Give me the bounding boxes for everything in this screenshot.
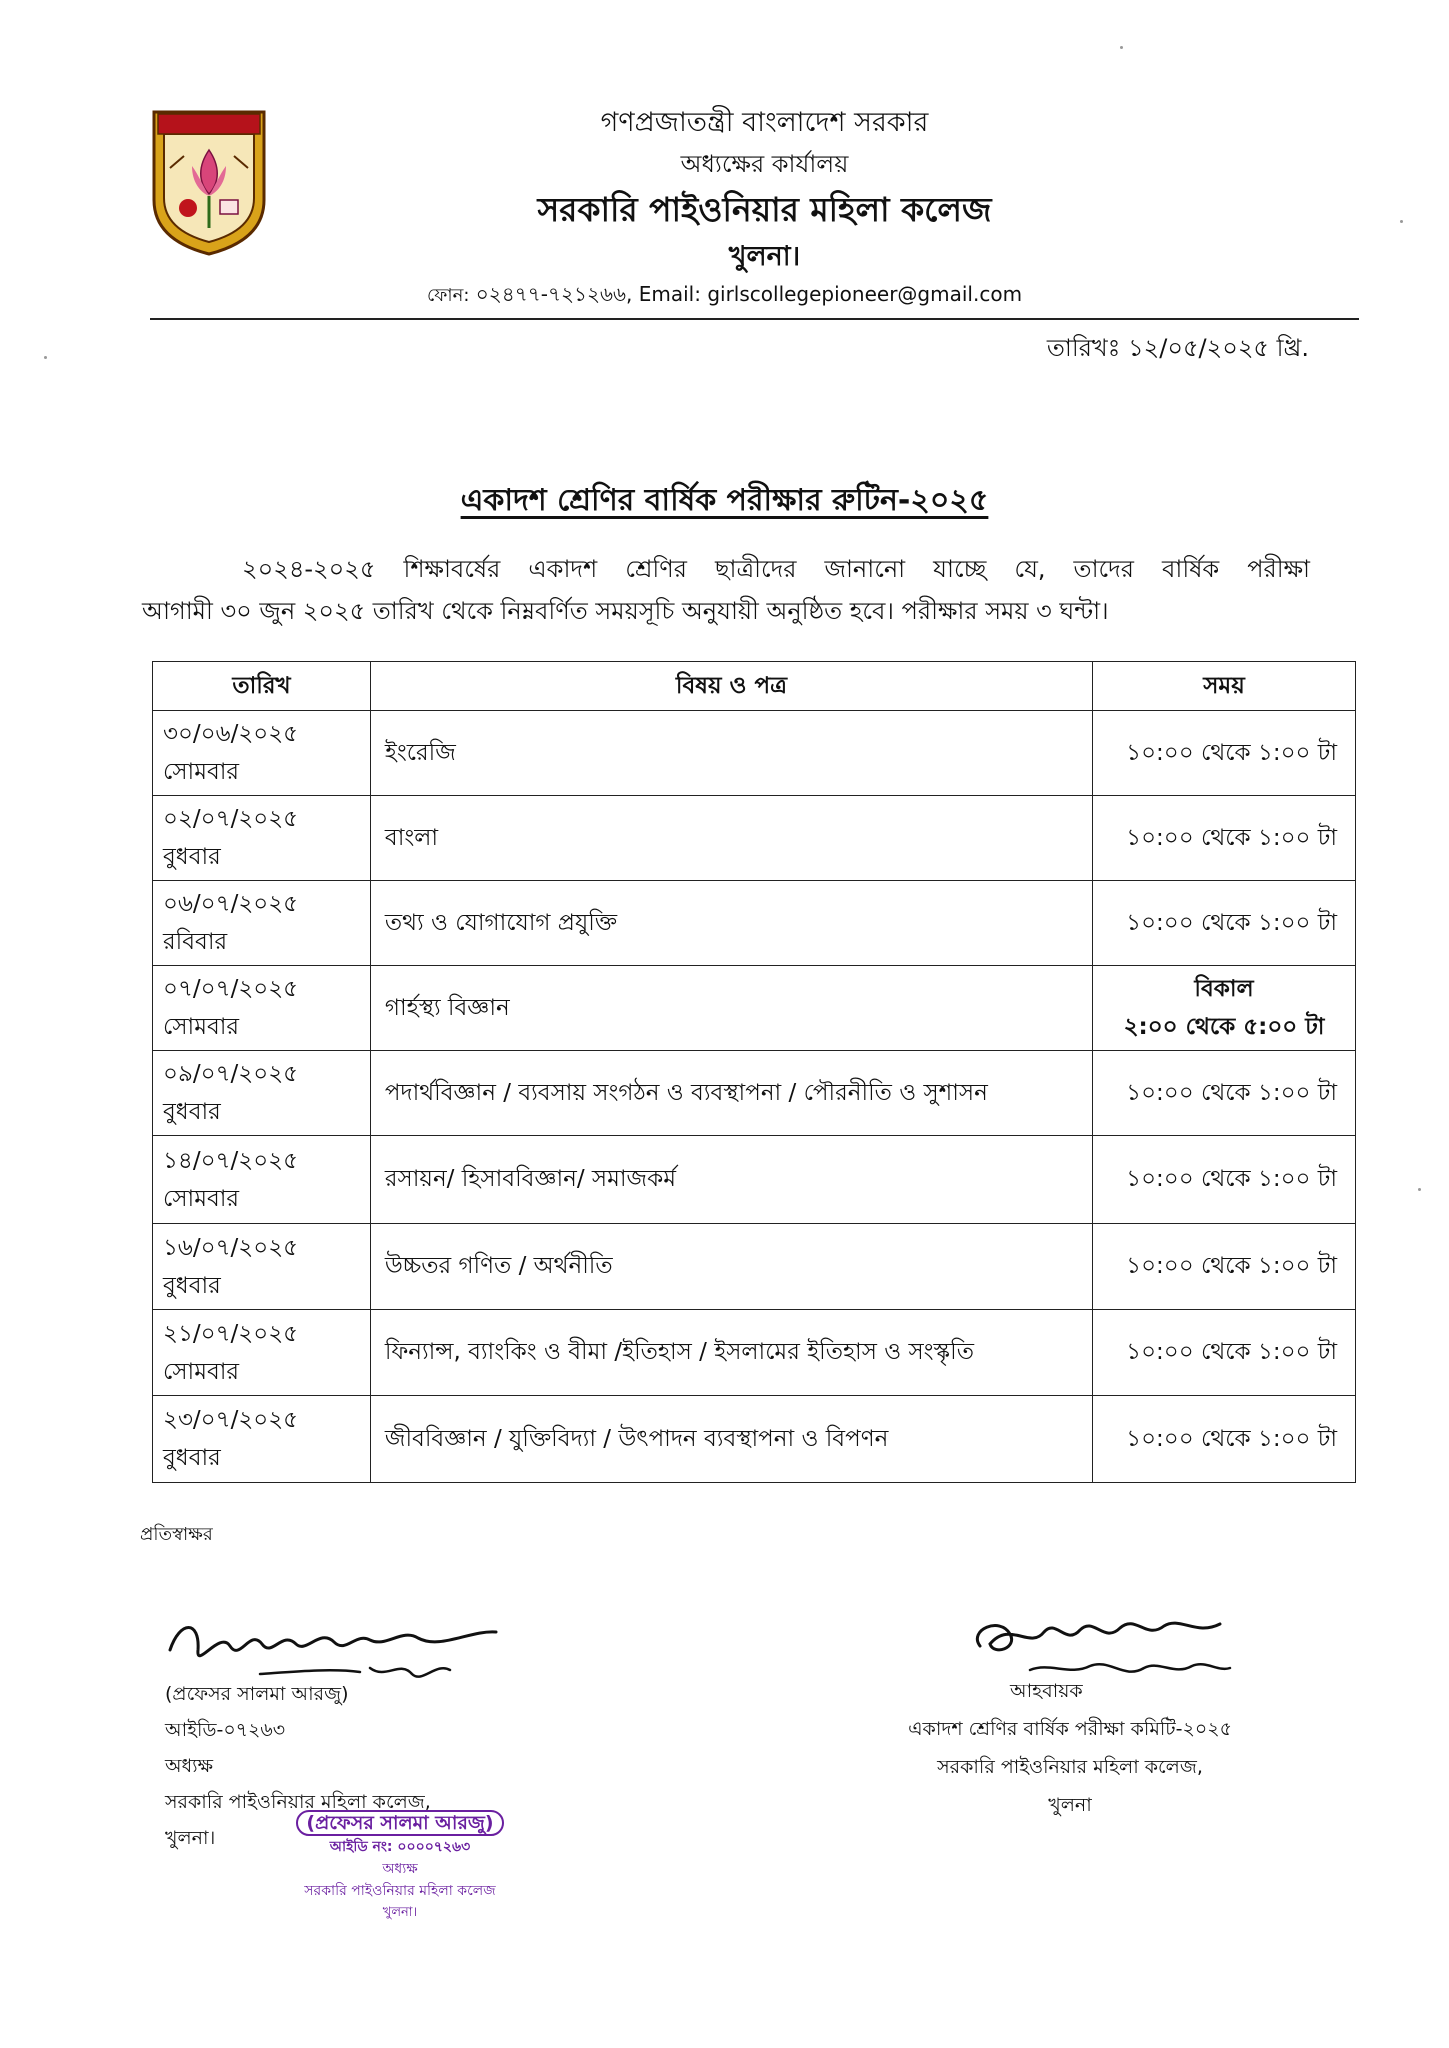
table-row xyxy=(153,966,1356,1051)
convener-college: সরকারি পাইওনিয়ার মহিলা কলেজ, xyxy=(937,1756,1203,1778)
exam-date: ১৪/০৭/২০২৫ xyxy=(163,1147,299,1174)
exam-date: ০৯/০৭/২০২৫ xyxy=(163,1061,299,1087)
issue-date xyxy=(1047,330,1309,370)
table-row xyxy=(153,1051,1356,1136)
time-cell: ১০:০০ থেকে ১:০০ টা xyxy=(1093,711,1356,796)
scan-speck xyxy=(1400,220,1403,223)
time-cell: ১০:০০ থেকে ১:০০ টা xyxy=(1093,1051,1356,1136)
intro-paragraph xyxy=(142,548,1310,632)
time-cell: ১০:০০ থেকে ১:০০ টা xyxy=(1093,1224,1356,1310)
college-city: খুলনা। xyxy=(728,241,801,272)
phone-number: ০২৪৭৭-৭২১২৬৬ xyxy=(475,282,627,306)
exam-day: সোমবার xyxy=(163,759,240,785)
time-cell: ১০:০০ থেকে ১:০০ টা xyxy=(1093,1396,1356,1483)
stamp-id: আইডি নং: ০০০০৭২৬৩ xyxy=(329,1839,471,1855)
time-cell: ১০:০০ থেকে ১:০০ টা xyxy=(1093,881,1356,966)
subject-cell: বাংলা xyxy=(370,796,1092,881)
principal-city: খুলনা। xyxy=(165,1827,216,1849)
time-session-label: বিকাল xyxy=(1194,976,1254,1002)
principal-stamp xyxy=(250,1810,550,1924)
college-name: সরকারি পাইওনিয়ার মহিলা কলেজ xyxy=(537,190,992,229)
stamp-city: খুলনা। xyxy=(382,1905,418,1920)
principal-designation: অধ্যক্ষ xyxy=(165,1755,214,1777)
principal-id: আইডি-০৭২৬৩ xyxy=(165,1719,286,1741)
exam-day: সোমবার xyxy=(163,1014,240,1040)
exam-day: সোমবার xyxy=(163,1358,240,1385)
subject-cell: উচ্চতর গণিত / অর্থনীতি xyxy=(370,1224,1092,1310)
header-date: তারিখ xyxy=(153,662,371,711)
time-cell: ১০:০০ থেকে ১:০০ টা xyxy=(1093,1136,1356,1224)
intro-line-1: ২০২৪-২০২৫ শিক্ষাবর্ষের একাদশ শ্রেণির ছাত্রীদের জানানো যাচ্ছে যে, তাদের বার্ষিক পরীক্ষা xyxy=(242,555,1310,583)
email-address: girlscollegepioneer@gmail.com xyxy=(707,282,1023,306)
office-line: অধ্যক্ষের কার্যালয় xyxy=(680,150,849,178)
header-time: সময় xyxy=(1093,662,1356,711)
date-cell xyxy=(153,711,371,796)
scan-speck xyxy=(44,356,47,359)
phone-label: ফোন: xyxy=(426,285,470,306)
date-cell xyxy=(153,796,371,881)
date-cell xyxy=(153,1224,371,1310)
principal-college: সরকারি পাইওনিয়ার মহিলা কলেজ, xyxy=(165,1791,431,1813)
contact-line xyxy=(0,280,1449,313)
convener-city: খুলনা xyxy=(1048,1794,1092,1816)
date-cell xyxy=(153,1051,371,1136)
exam-day: বুধবার xyxy=(163,844,221,870)
convener-role: আহবায়ক xyxy=(1010,1680,1083,1702)
table-header-row xyxy=(153,662,1356,711)
table-row xyxy=(153,881,1356,966)
date-cell xyxy=(153,966,371,1051)
exam-day: রবিবার xyxy=(163,929,228,955)
time-range: ২:০০ থেকে ৫:০০ টা xyxy=(1123,1014,1325,1040)
exam-day: সোমবার xyxy=(163,1185,240,1212)
subject-cell: গার্হস্থ্য বিজ্ঞান xyxy=(370,966,1092,1051)
exam-date: ০৬/০৭/২০২৫ xyxy=(163,891,299,917)
table-row xyxy=(153,1396,1356,1483)
document-title xyxy=(0,476,1449,527)
exam-date: ০৭/০৭/২০২৫ xyxy=(163,976,299,1002)
subject-cell: তথ্য ও যোগাযোগ প্রযুক্তি xyxy=(370,881,1092,966)
date-cell xyxy=(153,1310,371,1396)
date-value: ১২/০৫/২০২৫ খ্রি. xyxy=(1128,334,1309,362)
date-cell xyxy=(153,1136,371,1224)
time-cell xyxy=(1093,966,1356,1051)
date-cell xyxy=(153,881,371,966)
document-title-text: একাদশ শ্রেণির বার্ষিক পরীক্ষার রুটিন-২০২৫ xyxy=(460,483,989,518)
email-label: , Email: xyxy=(626,282,701,306)
subject-cell: পদার্থবিজ্ঞান / ব্যবসায় সংগঠন ও ব্যবস্থাপনা / পৌরনীতি ও সুশাসন xyxy=(370,1051,1092,1136)
table-row xyxy=(153,711,1356,796)
exam-day: বুধবার xyxy=(163,1099,221,1125)
subject-cell: জীববিজ্ঞান / যুক্তিবিদ্যা / উৎপাদন ব্যবস্থাপনা ও বিপণন xyxy=(370,1396,1092,1483)
date-label: তারিখঃ xyxy=(1046,334,1121,362)
exam-routine-table xyxy=(152,661,1356,1483)
header-subject: বিষয় ও পত্র xyxy=(370,662,1092,711)
scan-speck xyxy=(1120,46,1123,49)
subject-cell: ফিন্যান্স, ব্যাংকিং ও বীমা /ইতিহাস / ইসলামের ইতিহাস ও সংস্কৃতি xyxy=(370,1310,1092,1396)
exam-day: বুধবার xyxy=(163,1272,221,1299)
exam-date: ০২/০৭/২০২৫ xyxy=(163,806,299,832)
exam-date: ১৬/০৭/২০২৫ xyxy=(163,1234,299,1261)
intro-line-2: আগামী ৩০ জুন ২০২৫ তারিখ থেকে নিম্নবর্ণিত সময়সূচি অনুযায়ী অনুষ্ঠিত হবে। পরীক্ষার সময় ৩ ঘন্টা। xyxy=(142,597,1109,625)
exam-day: বুধবার xyxy=(163,1445,221,1471)
committee-name: একাদশ শ্রেণির বার্ষিক পরীক্ষা কমিটি-২০২৫ xyxy=(908,1718,1232,1740)
scan-speck xyxy=(1418,1188,1421,1191)
time-cell: ১০:০০ থেকে ১:০০ টা xyxy=(1093,796,1356,881)
table-row xyxy=(153,1136,1356,1224)
convener-signatory xyxy=(800,1672,1340,1824)
principal-name: (প্রফেসর সালমা আরজু) xyxy=(165,1683,349,1705)
stamp-designation: অধ্যক্ষ xyxy=(382,1861,418,1877)
table-row xyxy=(153,1224,1356,1310)
exam-date: ২৩/০৭/২০২৫ xyxy=(163,1407,299,1433)
stamp-college: সরকারি পাইওনিয়ার মহিলা কলেজ xyxy=(304,1883,496,1899)
subject-cell: রসায়ন/ হিসাববিজ্ঞান/ সমাজকর্ম xyxy=(370,1136,1092,1224)
time-cell: ১০:০০ থেকে ১:০০ টা xyxy=(1093,1310,1356,1396)
table-row xyxy=(153,796,1356,881)
countersign-label: প্রতিস্বাক্ষর xyxy=(140,1524,213,1545)
exam-date: ৩০/০৬/২০২৫ xyxy=(163,721,299,747)
stamp-name: (প্রফেসর সালমা আরজু) xyxy=(296,1810,503,1836)
header-divider xyxy=(150,318,1359,320)
subject-cell: ইংরেজি xyxy=(370,711,1092,796)
table-row xyxy=(153,1310,1356,1396)
government-line: গণপ্রজাতন্ত্রী বাংলাদেশ সরকার xyxy=(600,107,929,138)
exam-date: ২১/০৭/২০২৫ xyxy=(163,1320,299,1347)
date-cell xyxy=(153,1396,371,1483)
